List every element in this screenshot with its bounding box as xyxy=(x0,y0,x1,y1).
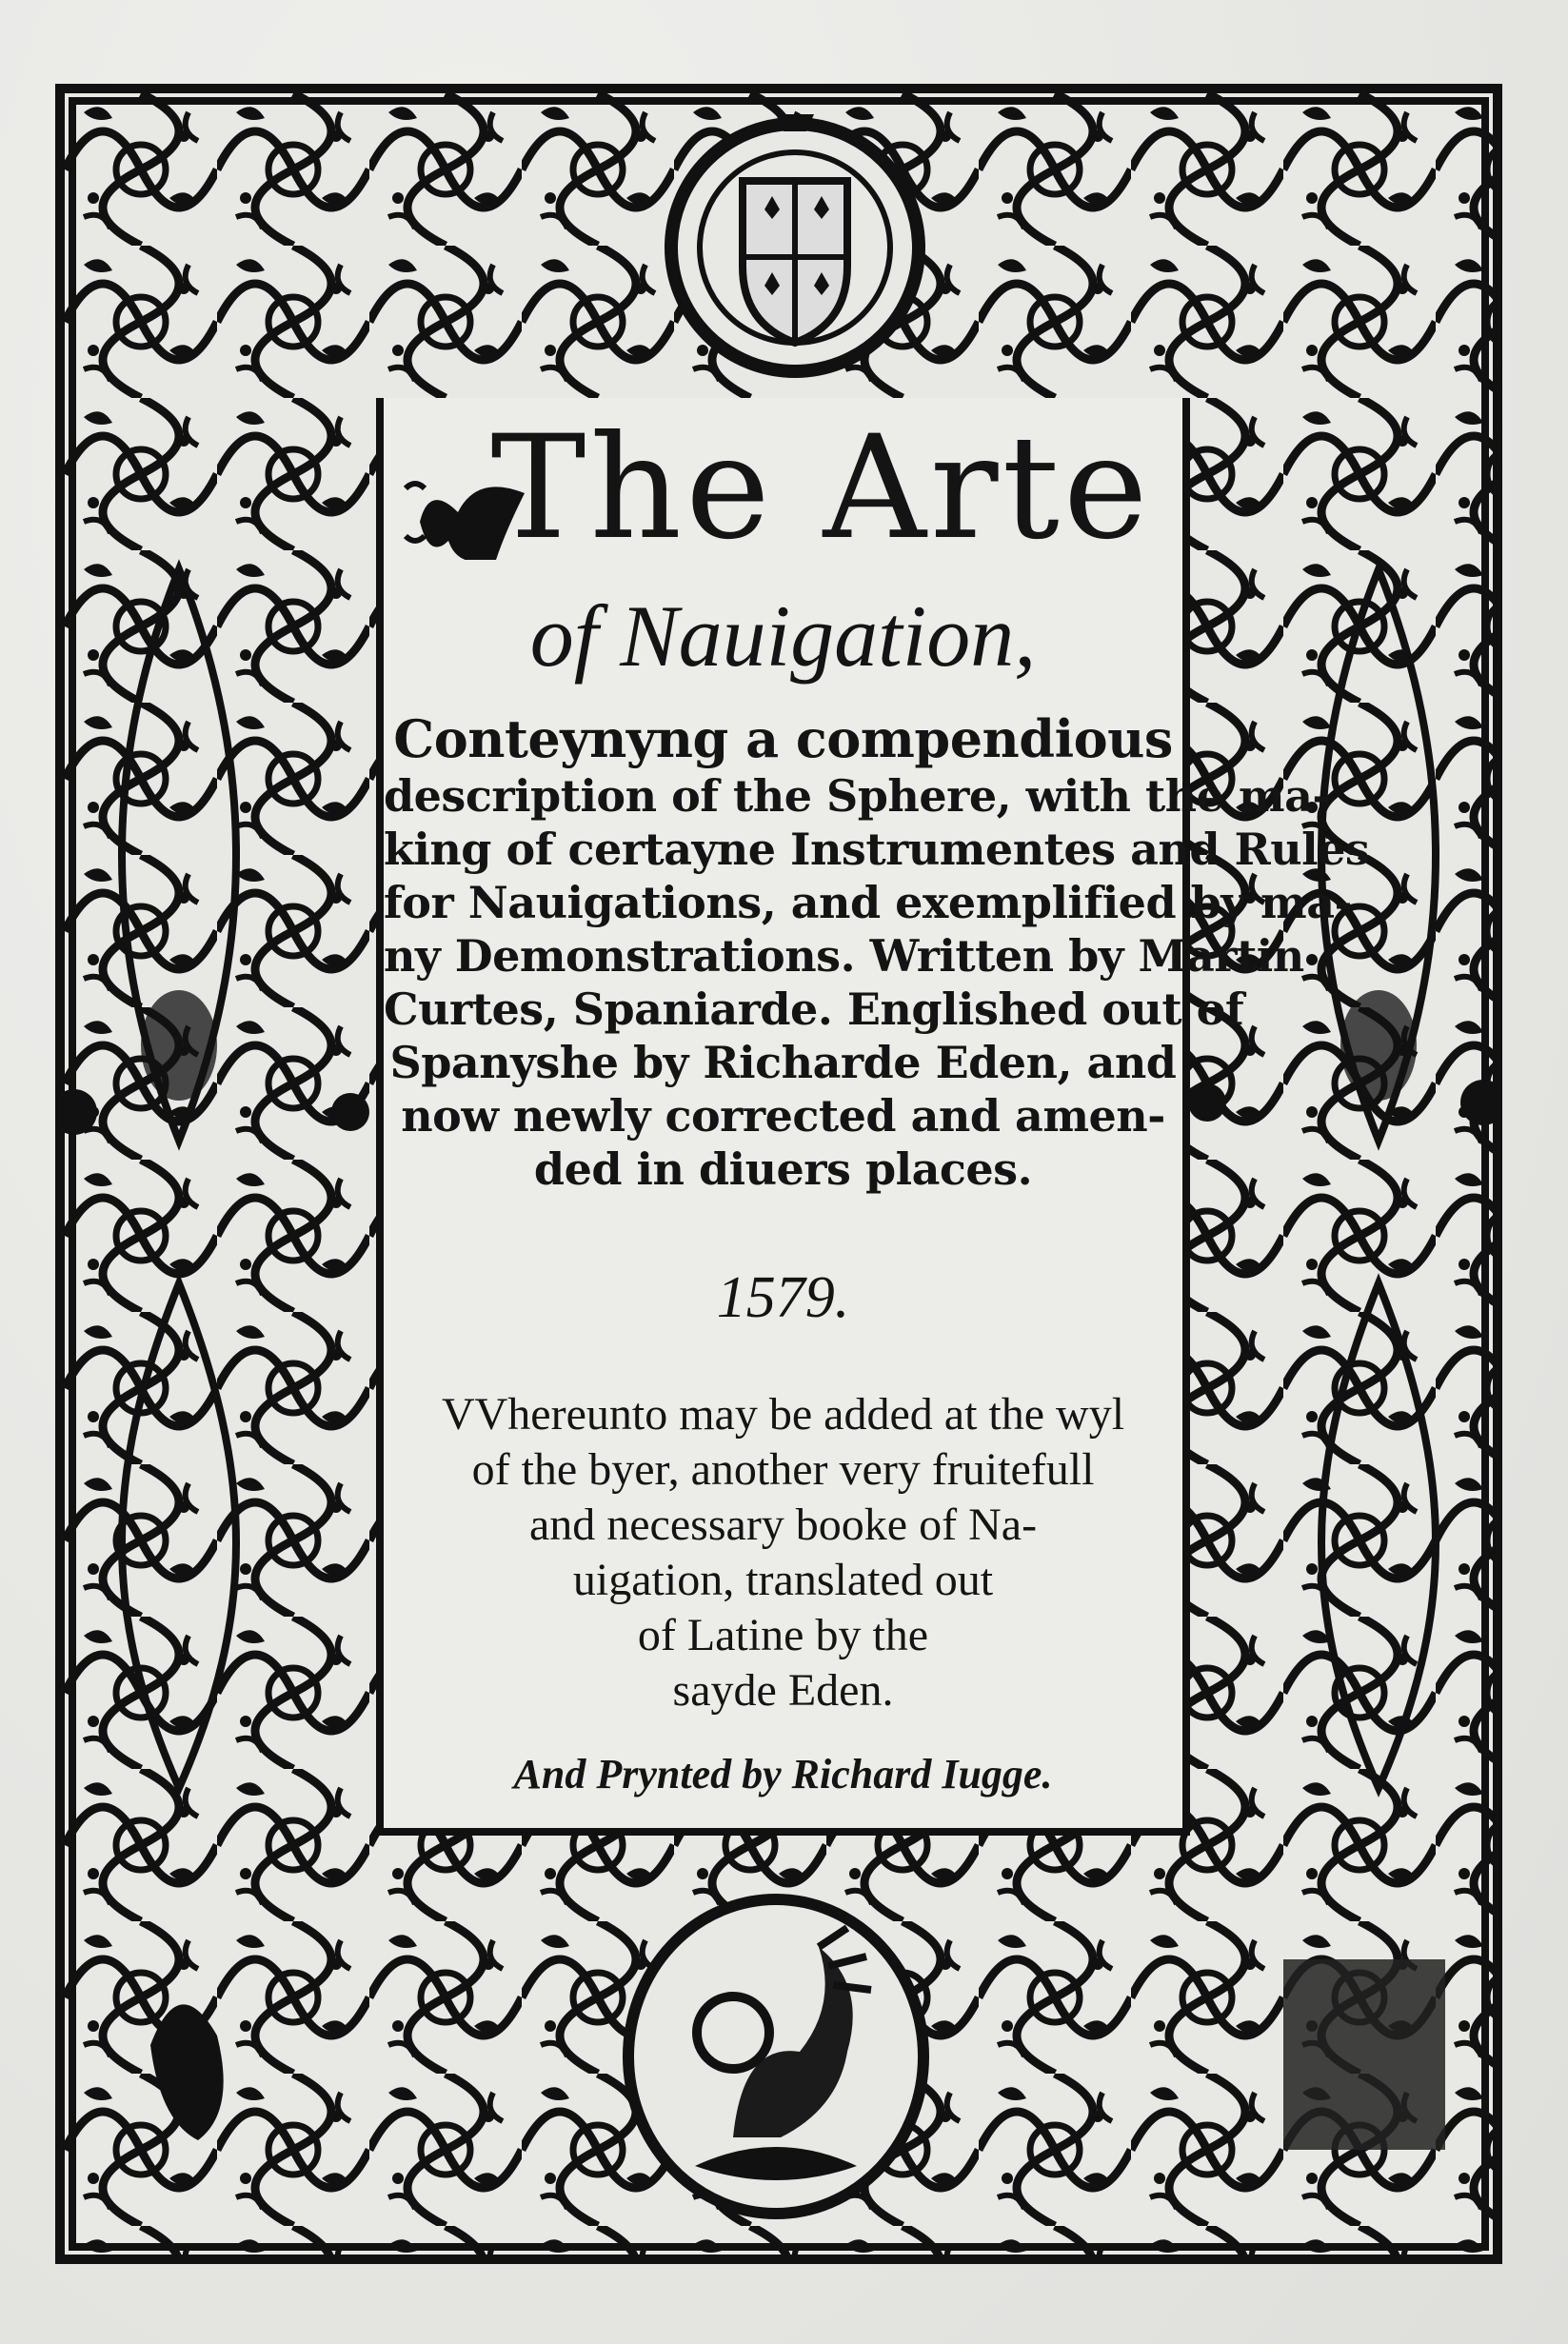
book-title: The Arte xyxy=(490,406,1152,571)
description-line: now newly corrected and amen- xyxy=(401,1090,1165,1142)
phoenix-device xyxy=(619,1890,933,2223)
title-text-panel xyxy=(376,398,1370,1836)
addendum-line: sayde Eden. xyxy=(672,1665,894,1716)
description-line: king of certayne Instrumentes and Rules xyxy=(384,824,1370,875)
description-line: Curtes, Spaniarde. Englished out of xyxy=(384,983,1244,1035)
royal-arms-seal xyxy=(662,105,928,390)
publication-year: 1579. xyxy=(716,1265,850,1330)
description-line: ny Demonstrations. Written by Martin xyxy=(384,930,1304,982)
addendum-line: uigation, translated out xyxy=(572,1555,994,1605)
imprint-line: And Prynted by Richard Iugge. xyxy=(513,1751,1053,1798)
addendum-line: of the byer, another very fruitefull xyxy=(471,1444,1095,1495)
addendum-line: and necessary booke of Na- xyxy=(528,1500,1038,1550)
addendum-line: of Latine by the xyxy=(637,1610,929,1660)
book-subtitle: of Nauigation, xyxy=(529,587,1037,685)
description-line: Conteynyng a compendious xyxy=(393,708,1173,769)
addendum-line: VVhereunto may be added at the wyl xyxy=(441,1389,1125,1440)
description-line: ded in diuers places. xyxy=(533,1143,1033,1195)
description-line: Spanyshe by Richarde Eden, and xyxy=(389,1037,1177,1088)
description-line: for Nauigations, and exemplified by ma- xyxy=(384,877,1353,928)
description-line: description of the Sphere, with the ma- xyxy=(384,770,1330,822)
